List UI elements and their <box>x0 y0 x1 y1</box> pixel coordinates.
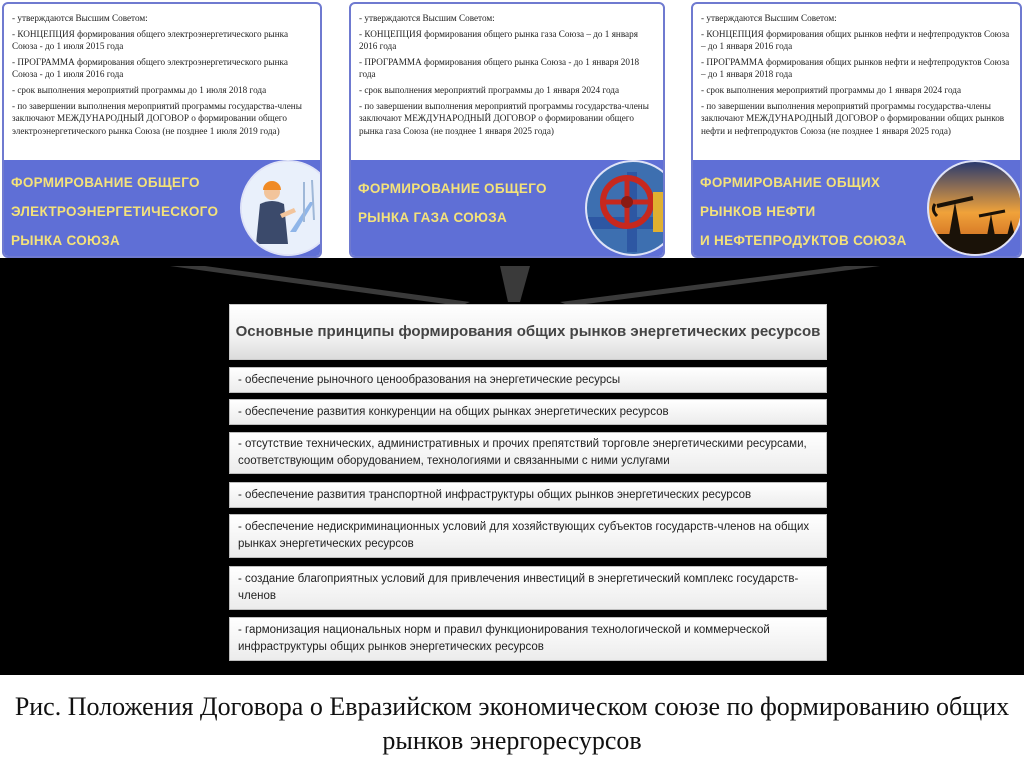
card-line: - срок выполнения мероприятий программы до 1 июля 2018 года <box>12 84 267 95</box>
card-line: - по завершении выполнения мероприятий программы государства-члены заключают МЕЖДУНАРОДНЫЙ ДОГОВОР о формировании общего рынка газа Союза (не позднее 1 января 2025 года) <box>359 100 649 136</box>
card-line: - КОНЦЕПЦИЯ формирования общих рынков нефти и нефтепродуктов Союза – до 1 января 2016 года <box>701 28 1010 52</box>
card-title-line: И НЕФТЕПРОДУКТОВ СОЮЗА <box>700 233 907 248</box>
card-line: - срок выполнения мероприятий программы до 1 января 2024 года <box>359 84 620 95</box>
principle-item: - отсутствие технических, административных и прочих препятствий торговле энергетическими ресурсами, соответствующим оборудованием, технологиями и связанными с ними услугами <box>229 432 827 474</box>
card-title-line: ФОРМИРОВАНИЕ ОБЩЕГО <box>11 175 200 190</box>
principle-item: - обеспечение развития конкуренции на общих рынках энергетических ресурсов <box>229 399 827 425</box>
card-title-line: ФОРМИРОВАНИЕ ОБЩЕГО <box>358 181 547 196</box>
card-title-line: ФОРМИРОВАНИЕ ОБЩИХ <box>700 175 881 190</box>
card-title <box>358 174 547 232</box>
principles-panel <box>229 304 829 653</box>
card-line: - утверждаются Высшим Советом: <box>359 13 495 23</box>
card-title <box>700 168 907 255</box>
card-line: - КОНЦЕПЦИЯ формирования общего электроэнергетического рынка Союза - до 1 июля 2015 года <box>12 28 289 52</box>
card-text <box>701 12 1014 140</box>
figure-caption: Рис. Положения Договора о Евразийском экономическом союзе по формированию общих рынков энергоресурсов <box>14 692 1010 755</box>
card-line: - ПРОГРАММА формирования общих рынков нефти и нефтепродуктов Союза – до 1 января 2018 года <box>701 56 1010 80</box>
card-title-line: РЫНКА ГАЗА СОЮЗА <box>358 210 508 225</box>
oil-pump-icon <box>927 160 1022 256</box>
card-line: - по завершении выполнения мероприятий программы государства-члены заключают МЕЖДУНАРОДНЫЙ ДОГОВОР о формировании общих рынков нефти и нефтепродуктов Союза (не позднее 1 января 2025 года) <box>701 100 1005 136</box>
card-line: - КОНЦЕПЦИЯ формирования общего рынка газа Союза – до 1 января 2016 года <box>359 28 638 52</box>
card-text <box>359 12 657 140</box>
connector-arrows <box>0 258 1024 308</box>
card-line: - ПРОГРАММА формирования общего электроэнергетического рынка Союза - до 1 июля 2016 года <box>12 56 288 80</box>
card-electricity-market <box>2 2 322 258</box>
principle-item: - обеспечение недискриминационных условий для хозяйствующих субъектов государств-членов на общих рынках энергетических ресурсов <box>229 514 827 558</box>
card-line: - утверждаются Высшим Советом: <box>701 13 837 23</box>
card-title-line: ЭЛЕКТРОЭНЕРГЕТИЧЕСКОГО <box>11 204 219 219</box>
card-line: - ПРОГРАММА формирования общего рынка Союза - до 1 января 2018 года <box>359 56 640 80</box>
card-line: - утверждаются Высшим Советом: <box>12 13 148 23</box>
card-title-line: РЫНКОВ НЕФТИ <box>700 204 816 219</box>
card-line: - срок выполнения мероприятий программы до 1 января 2024 года <box>701 84 962 95</box>
principle-item: - обеспечение развития транспортной инфраструктуры общих рынков энергетических ресурсов <box>229 482 827 508</box>
principle-item: - гармонизация национальных норм и правил функционирования технологической и коммерческой инфраструктуры общих рынков энергетических ресурсов <box>229 617 827 661</box>
principle-item: - обеспечение рыночного ценообразования на энергетические ресурсы <box>229 367 827 393</box>
card-text <box>12 12 314 140</box>
card-oil-market <box>691 2 1022 258</box>
card-title <box>11 168 218 255</box>
principles-title: Основные принципы формирования общих рынков энергетических ресурсов <box>229 304 827 360</box>
card-line: - по завершении выполнения мероприятий программы государства-члены заключают МЕЖДУНАРОДНЫЙ ДОГОВОР о формировании общего электроэнергетического рынка Союза (не позднее 1 июля 2019 года) <box>12 100 302 136</box>
card-gas-market <box>349 2 665 258</box>
principle-item: - создание благоприятных условий для привлечения инвестиций в энергетический комплекс государств-членов <box>229 566 827 610</box>
card-title-line: РЫНКА СОЮЗА <box>11 233 121 248</box>
